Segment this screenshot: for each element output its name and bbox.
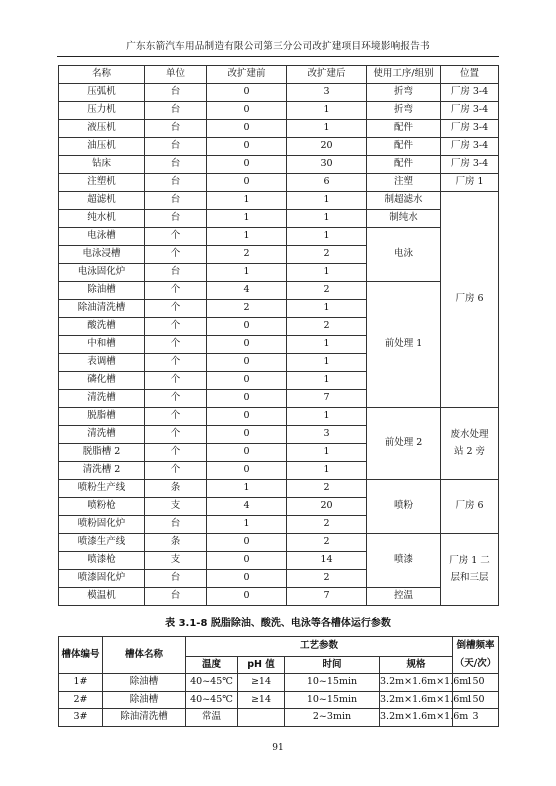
count-before-cell: 0 xyxy=(207,336,287,354)
process-cell: 折弯 xyxy=(367,102,441,120)
count-after-cell: 2 xyxy=(287,534,367,552)
tank-name-header: 槽体名称 xyxy=(103,637,186,674)
time-cell: 10~15min xyxy=(285,691,380,709)
tank-number-cell: 2# xyxy=(59,691,103,709)
count-before-cell: 0 xyxy=(207,318,287,336)
table-row xyxy=(59,138,499,156)
equipment-name-cell: 表调槽 xyxy=(59,354,145,372)
count-after-cell: 1 xyxy=(287,462,367,480)
count-before-cell: 1 xyxy=(207,480,287,498)
count-after-cell: 20 xyxy=(287,498,367,516)
count-after-cell: 1 xyxy=(287,192,367,210)
table-row xyxy=(59,709,499,727)
process-params-header: 工艺参数 xyxy=(186,637,453,657)
process-cell: 制纯水 xyxy=(367,210,441,228)
unit-cell: 台 xyxy=(145,84,207,102)
temperature-header: 温度 xyxy=(186,657,238,674)
unit-cell: 个 xyxy=(145,228,207,246)
count-after-cell: 1 xyxy=(287,228,367,246)
count-after-cell: 2 xyxy=(287,318,367,336)
count-before-cell: 0 xyxy=(207,588,287,606)
location-cell: 厂房 1 xyxy=(441,174,499,192)
process-cell: 控温 xyxy=(367,588,441,606)
spec-header: 规格 xyxy=(380,657,453,674)
unit-cell: 个 xyxy=(145,390,207,408)
count-after-cell: 2 xyxy=(287,282,367,300)
equipment-name-cell: 注塑机 xyxy=(59,174,145,192)
count-before-cell: 2 xyxy=(207,246,287,264)
equipment-name-cell: 脱脂槽 xyxy=(59,408,145,426)
table-header-row xyxy=(59,66,499,84)
count-before-cell: 0 xyxy=(207,534,287,552)
table-row xyxy=(59,228,499,246)
unit-cell: 个 xyxy=(145,300,207,318)
process-cell: 配件 xyxy=(367,156,441,174)
column-header: 位置 xyxy=(441,66,499,84)
change-frequency-header: 倒槽频率（天/次） xyxy=(453,637,499,674)
equipment-name-cell: 清洗槽 xyxy=(59,390,145,408)
count-after-cell: 1 xyxy=(287,264,367,282)
unit-cell: 台 xyxy=(145,264,207,282)
table-row xyxy=(59,408,499,426)
unit-cell: 台 xyxy=(145,570,207,588)
equipment-name-cell: 电泳浸槽 xyxy=(59,246,145,264)
count-after-cell: 1 xyxy=(287,210,367,228)
count-before-cell: 0 xyxy=(207,84,287,102)
temperature-cell: 40~45℃ xyxy=(186,691,238,709)
equipment-name-cell: 压力机 xyxy=(59,102,145,120)
count-after-cell: 2 xyxy=(287,480,367,498)
count-before-cell: 1 xyxy=(207,210,287,228)
tank-number-cell: 1# xyxy=(59,674,103,692)
ph-cell xyxy=(238,709,285,727)
table-row xyxy=(59,156,499,174)
equipment-name-cell: 喷漆生产线 xyxy=(59,534,145,552)
count-before-cell: 0 xyxy=(207,174,287,192)
column-header: 改扩建前 xyxy=(207,66,287,84)
count-before-cell: 0 xyxy=(207,120,287,138)
table-row xyxy=(59,480,499,498)
equipment-name-cell: 超滤机 xyxy=(59,192,145,210)
equipment-name-cell: 喷漆枪 xyxy=(59,552,145,570)
table-caption: 表 3.1-8 脱脂除油、酸洗、电泳等各槽体运行参数 xyxy=(165,618,391,629)
count-before-cell: 4 xyxy=(207,498,287,516)
tank-name-cell: 除油清洗槽 xyxy=(103,709,186,727)
process-cell: 配件 xyxy=(367,138,441,156)
count-before-cell: 2 xyxy=(207,300,287,318)
count-after-cell: 1 xyxy=(287,120,367,138)
unit-cell: 台 xyxy=(145,120,207,138)
unit-cell: 个 xyxy=(145,444,207,462)
count-after-cell: 1 xyxy=(287,444,367,462)
process-group-cell: 前处理 2 xyxy=(367,408,441,480)
count-after-cell: 7 xyxy=(287,588,367,606)
frequency-cell: 3 xyxy=(453,709,499,727)
equipment-name-cell: 液压机 xyxy=(59,120,145,138)
unit-cell: 个 xyxy=(145,336,207,354)
count-before-cell: 1 xyxy=(207,516,287,534)
count-after-cell: 2 xyxy=(287,246,367,264)
count-after-cell: 6 xyxy=(287,174,367,192)
process-group-cell: 前处理 1 xyxy=(367,282,441,408)
time-cell: 10~15min xyxy=(285,674,380,692)
count-after-cell: 20 xyxy=(287,138,367,156)
ph-cell: ≥14 xyxy=(238,674,285,692)
equipment-name-cell: 喷粉枪 xyxy=(59,498,145,516)
tank-number-cell: 3# xyxy=(59,709,103,727)
column-header: 单位 xyxy=(145,66,207,84)
table-row xyxy=(59,282,499,300)
ph-header: pH 值 xyxy=(238,657,285,674)
count-before-cell: 0 xyxy=(207,552,287,570)
table-row xyxy=(59,210,499,228)
location-cell: 厂房 3-4 xyxy=(441,102,499,120)
count-before-cell: 0 xyxy=(207,156,287,174)
location-cell: 厂房 3-4 xyxy=(441,156,499,174)
location-cell: 厂房 3-4 xyxy=(441,120,499,138)
equipment-name-cell: 清洗槽 xyxy=(59,426,145,444)
table-row xyxy=(59,192,499,210)
unit-cell: 台 xyxy=(145,156,207,174)
tank-parameters-table xyxy=(58,636,499,727)
unit-cell: 个 xyxy=(145,462,207,480)
unit-cell: 条 xyxy=(145,534,207,552)
params-header-row xyxy=(59,637,499,657)
column-header: 名称 xyxy=(59,66,145,84)
unit-cell: 个 xyxy=(145,282,207,300)
unit-cell: 条 xyxy=(145,480,207,498)
tank-name-cell: 除油槽 xyxy=(103,674,186,692)
count-after-cell: 1 xyxy=(287,300,367,318)
equipment-name-cell: 除油槽 xyxy=(59,282,145,300)
page-number: 91 xyxy=(272,743,284,753)
equipment-name-cell: 电泳槽 xyxy=(59,228,145,246)
process-cell: 注塑 xyxy=(367,174,441,192)
count-after-cell: 1 xyxy=(287,336,367,354)
location-group-cell: 厂房 6 xyxy=(441,192,499,408)
unit-cell: 个 xyxy=(145,354,207,372)
location-group-cell: 厂房 6 xyxy=(441,480,499,534)
process-group-cell: 喷粉 xyxy=(367,480,441,534)
equipment-name-cell: 钻床 xyxy=(59,156,145,174)
equipment-name-cell: 喷粉生产线 xyxy=(59,480,145,498)
count-before-cell: 0 xyxy=(207,426,287,444)
count-before-cell: 0 xyxy=(207,138,287,156)
ph-cell: ≥14 xyxy=(238,691,285,709)
unit-cell: 台 xyxy=(145,102,207,120)
count-before-cell: 1 xyxy=(207,264,287,282)
unit-cell: 台 xyxy=(145,588,207,606)
count-after-cell: 3 xyxy=(287,426,367,444)
frequency-cell: 150 xyxy=(453,691,499,709)
count-before-cell: 0 xyxy=(207,354,287,372)
equipment-name-cell: 除油清洗槽 xyxy=(59,300,145,318)
count-after-cell: 14 xyxy=(287,552,367,570)
count-before-cell: 0 xyxy=(207,444,287,462)
count-after-cell: 2 xyxy=(287,570,367,588)
column-header: 使用工序/组别 xyxy=(367,66,441,84)
count-after-cell: 30 xyxy=(287,156,367,174)
frequency-cell: 150 xyxy=(453,674,499,692)
process-group-cell: 喷漆 xyxy=(367,534,441,588)
process-group-cell: 电泳 xyxy=(367,228,441,282)
table-row xyxy=(59,84,499,102)
table-row xyxy=(59,174,499,192)
location-cell: 厂房 3-4 xyxy=(441,138,499,156)
process-cell: 制超滤水 xyxy=(367,192,441,210)
location-group-cell: 厂房 1 二层和三层 xyxy=(441,534,499,606)
count-before-cell: 0 xyxy=(207,390,287,408)
count-before-cell: 1 xyxy=(207,228,287,246)
equipment-name-cell: 酸洗槽 xyxy=(59,318,145,336)
tank-number-header: 槽体编号 xyxy=(59,637,103,674)
count-before-cell: 1 xyxy=(207,192,287,210)
unit-cell: 个 xyxy=(145,426,207,444)
count-after-cell: 2 xyxy=(287,516,367,534)
temperature-cell: 40~45℃ xyxy=(186,674,238,692)
location-group-cell: 废水处理站 2 旁 xyxy=(441,408,499,480)
equipment-name-cell: 磷化槽 xyxy=(59,372,145,390)
equipment-name-cell: 中和槽 xyxy=(59,336,145,354)
process-cell: 配件 xyxy=(367,120,441,138)
spec-cell: 3.2m×1.6m×1.6m xyxy=(380,691,453,709)
location-cell: 厂房 3-4 xyxy=(441,84,499,102)
time-cell: 2~3min xyxy=(285,709,380,727)
spec-cell: 3.2m×1.6m×1.6m xyxy=(380,709,453,727)
count-after-cell: 3 xyxy=(287,84,367,102)
count-before-cell: 0 xyxy=(207,570,287,588)
unit-cell: 支 xyxy=(145,552,207,570)
unit-cell: 台 xyxy=(145,210,207,228)
equipment-name-cell: 清洗槽 2 xyxy=(59,462,145,480)
count-after-cell: 1 xyxy=(287,102,367,120)
count-before-cell: 0 xyxy=(207,462,287,480)
temperature-cell: 常温 xyxy=(186,709,238,727)
count-before-cell: 0 xyxy=(207,372,287,390)
unit-cell: 个 xyxy=(145,408,207,426)
count-before-cell: 0 xyxy=(207,102,287,120)
equipment-name-cell: 电泳固化炉 xyxy=(59,264,145,282)
equipment-name-cell: 纯水机 xyxy=(59,210,145,228)
table-row xyxy=(59,674,499,692)
equipment-table xyxy=(58,65,499,606)
tank-name-cell: 除油槽 xyxy=(103,691,186,709)
table-row xyxy=(59,588,499,606)
count-before-cell: 4 xyxy=(207,282,287,300)
equipment-name-cell: 脱脂槽 2 xyxy=(59,444,145,462)
unit-cell: 台 xyxy=(145,516,207,534)
unit-cell: 个 xyxy=(145,246,207,264)
unit-cell: 支 xyxy=(145,498,207,516)
table-row xyxy=(59,102,499,120)
unit-cell: 个 xyxy=(145,372,207,390)
count-after-cell: 1 xyxy=(287,372,367,390)
equipment-name-cell: 喷漆固化炉 xyxy=(59,570,145,588)
equipment-name-cell: 压弧机 xyxy=(59,84,145,102)
equipment-name-cell: 喷粉固化炉 xyxy=(59,516,145,534)
column-header: 改扩建后 xyxy=(287,66,367,84)
table-row xyxy=(59,691,499,709)
table-row xyxy=(59,534,499,552)
count-after-cell: 1 xyxy=(287,354,367,372)
count-before-cell: 0 xyxy=(207,408,287,426)
table-row xyxy=(59,120,499,138)
equipment-name-cell: 油压机 xyxy=(59,138,145,156)
unit-cell: 台 xyxy=(145,174,207,192)
count-after-cell: 1 xyxy=(287,408,367,426)
equipment-name-cell: 模温机 xyxy=(59,588,145,606)
process-cell: 折弯 xyxy=(367,84,441,102)
count-after-cell: 7 xyxy=(287,390,367,408)
page-header: 广东东箭汽车用品制造有限公司第三分公司改扩建项目环境影响报告书 xyxy=(57,38,499,57)
unit-cell: 台 xyxy=(145,138,207,156)
spec-cell: 3.2m×1.6m×1.6m xyxy=(380,674,453,692)
unit-cell: 台 xyxy=(145,192,207,210)
time-header: 时间 xyxy=(285,657,380,674)
unit-cell: 个 xyxy=(145,318,207,336)
